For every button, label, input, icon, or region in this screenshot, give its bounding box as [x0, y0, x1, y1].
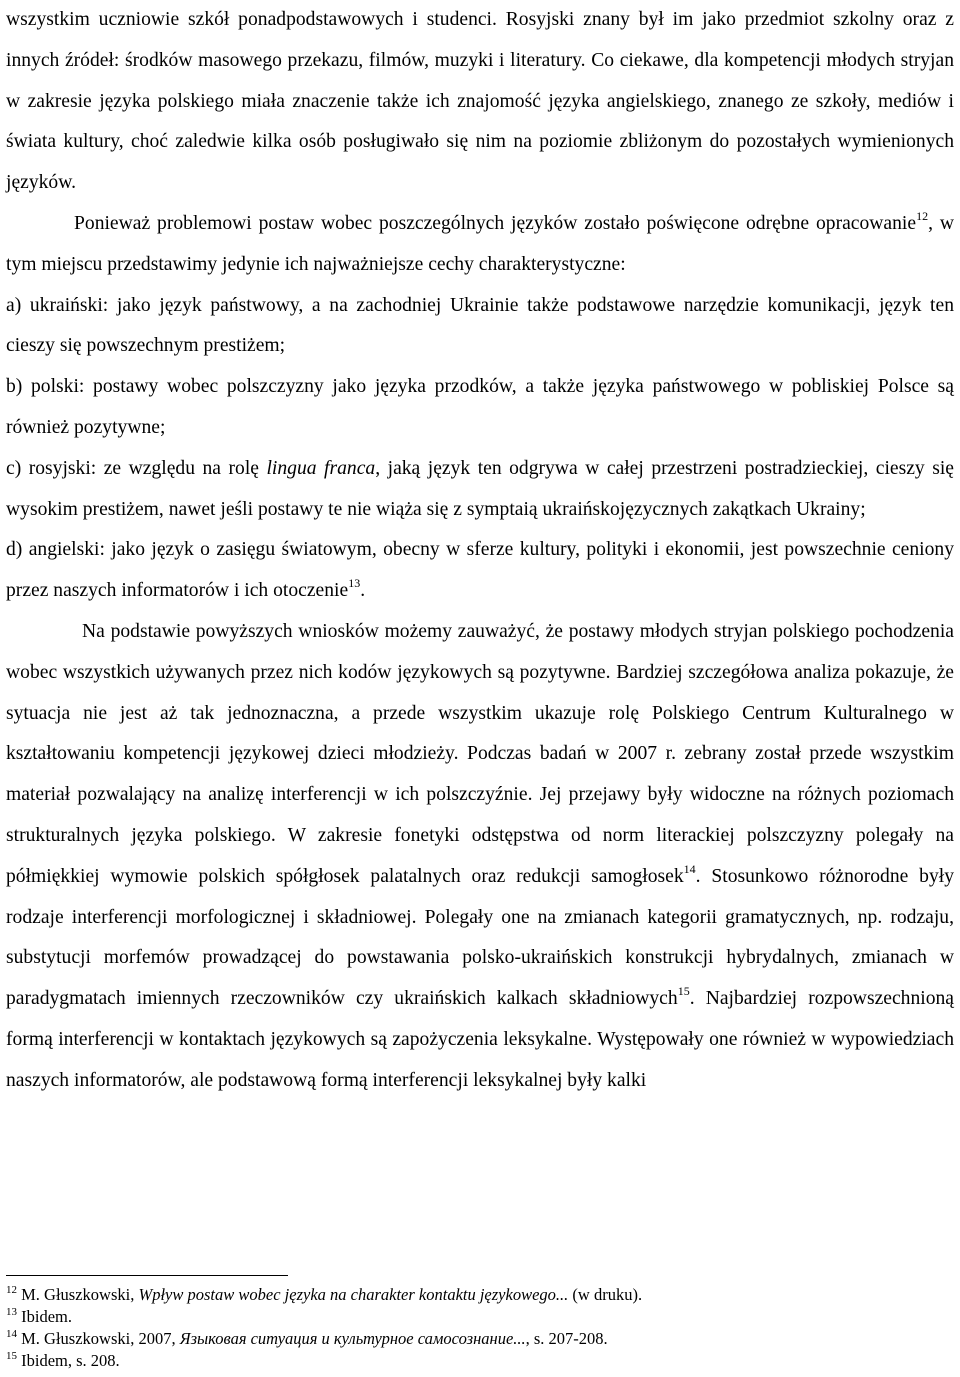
footnote-number: 12 [6, 1284, 17, 1296]
footnote-title: Языковая ситуация и культурное самосознание... [179, 1329, 526, 1348]
italic-term: lingua franca [266, 457, 376, 479]
list-item-english [6, 530, 954, 612]
footnote-title: Wpływ postaw wobec języka na charakter kontaktu językowego... [138, 1285, 569, 1304]
text-segment: , w tym miejscu przedstawimy jedynie ich najważniejsze cechy charakterystyczne: [6, 212, 955, 275]
footnote-ref-15[interactable]: 15 [677, 984, 690, 999]
footnote-ref-13[interactable]: 13 [348, 576, 361, 591]
footnote-number: 14 [6, 1328, 17, 1340]
list-item-russian [6, 449, 954, 531]
footnote-12 [6, 1284, 954, 1306]
footnote-text: M. Głuszkowski, 2007, [17, 1329, 180, 1348]
main-text [6, 0, 954, 1102]
text-segment: Ponieważ problemowi postaw wobec poszczególnych języków zostało poświęcone odrębne opracowanie [74, 212, 917, 234]
footnote-15 [6, 1350, 954, 1372]
footnote-separator [6, 1275, 288, 1276]
text-segment: . Najbardziej rozpowszechnioną formą interferencji w kontaktach językowych są zapożyczenia leksykalne. Występowały one również w wypowiedziach naszych informatorów, ale podstawową formą interferencji leksykalnej były kalki [6, 988, 955, 1091]
footnote-text: M. Głuszkowski, [17, 1285, 139, 1304]
footnote-number: 15 [6, 1350, 17, 1362]
text-segment: , jaką język ten odgrywa w całej przestrzeni postradzieckiej, cieszy się wysokim prestiżem, nawet jeśli postawy te nie wiąża się z symptaią ukraińskojęzycznych zakątkach Ukrainy; [6, 457, 954, 520]
footnote-text: Ibidem, s. 208. [17, 1351, 120, 1370]
footnote-text: , s. 207-208. [525, 1329, 608, 1348]
footnotes-section [6, 1284, 954, 1372]
list-item-polish: b) polski: postawy wobec polszczyzny jako języka przodków, a także języka państwowego w pobliskiej Polsce są również pozytywne; [6, 376, 954, 438]
document-page [6, 0, 954, 1102]
text-segment: . [360, 580, 366, 602]
text-segment: d) angielski: jako język o zasięgu światowym, obecny w sferze kultury, polityki i ekonomii, jest powszechnie ceniony przez naszych informatorów i ich otoczenie [6, 539, 954, 602]
footnote-text: Ibidem. [17, 1307, 72, 1326]
list-item-ukrainian: a) ukraiński: jako język państwowy, a na zachodniej Ukrainie także podstawowe narzędzie komunikacji, język ten cieszy się powszechnym prestiżem; [6, 294, 954, 357]
paragraph-continued: wszystkim uczniowie szkół ponadpodstawowych i studenci. Rosyjski znany był im jako przedmiot szkolny oraz z innych źródeł: środków masowego przekazu, filmów, muzyki i literatury. Co ciekawe, dla kompetencji młodych stryjan w zakresie języka polskiego miała znaczenie także ich znajomość języka angielskiego, znanego ze szkoły, mediów i świata kultury, choć zaledwie kilka osób posługiwało się nim na poziomie zbliżonym do pozostałych wymienionych języków. [6, 9, 954, 194]
text-segment: . Stosunkowo różnorodne były rodzaje interferencji morfologicznej i składniowej. Polegały one na zmianach kategorii gramatycznych, np. rodzaju, substytucji morfemów prowadzącej do powstawania polsko-ukraińskich konstrukcji hybrydalnych, zmianach w paradygmatach imiennych rzeczowników czy ukraińskich kalkach składniowych [6, 865, 954, 1010]
footnote-ref-14[interactable]: 14 [683, 861, 696, 876]
footnote-text: (w druku). [568, 1285, 643, 1304]
text-segment: c) rosyjski: ze względu na rolę [6, 457, 267, 479]
footnote-ref-12[interactable]: 12 [916, 208, 929, 223]
paragraph-conclusions [6, 612, 954, 1102]
footnote-number: 13 [6, 1306, 17, 1318]
footnote-14 [6, 1328, 954, 1350]
footnote-13 [6, 1306, 954, 1328]
paragraph-attitudes-intro [6, 204, 954, 286]
text-segment: Na podstawie powyższych wniosków możemy zauważyć, że postawy młodych stryjan polskiego pochodzenia wobec wszystkich używanych przez nich kodów językowych są pozytywne. Bardziej szczegółowa analiza pokazuje, że sytuacja nie jest aż tak jednoznaczna, a przede wszystkim ukazuje rolę Polskiego Centrum Kulturalnego w kształtowaniu kompetencji językowej dzieci młodzieży. Podczas badań w 2007 r. zebrany został przede wszystkim materiał pozwalający na analizę interferencji w ich polszczyźnie. Jej przejawy były widoczne na różnych poziomach strukturalnych języka polskiego. W zakresie fonetyki odstępstwa od norm literackiej polszczyzny polegały na półmiękkiej wymowie polskich spółgłosek palatalnych oraz redukcji samogłosek [6, 620, 954, 887]
